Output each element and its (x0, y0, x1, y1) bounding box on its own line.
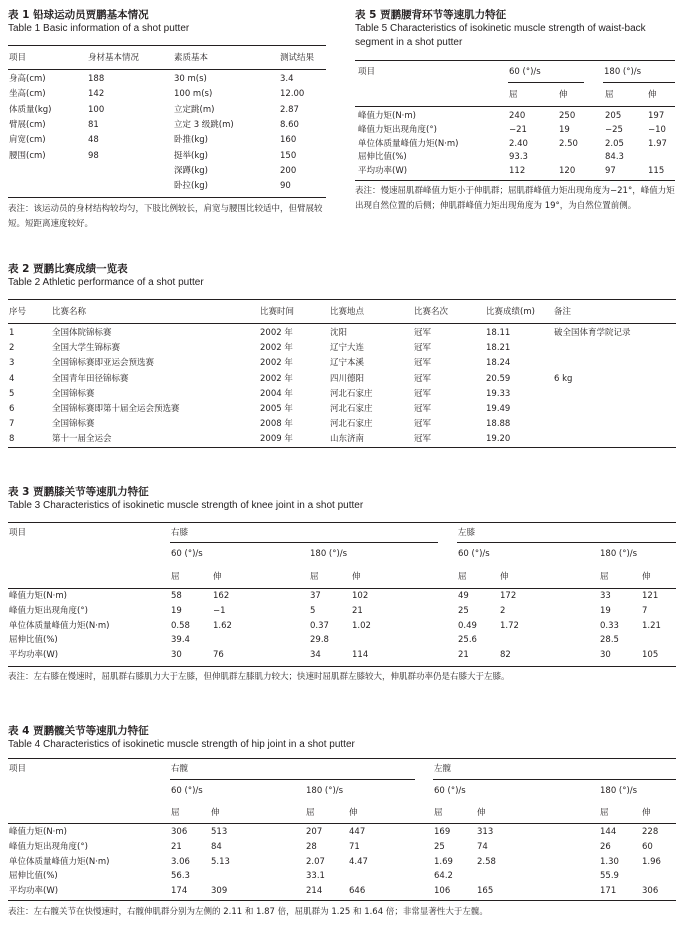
table4-row-4-cell-1: 屈伸比值(%) (9, 871, 58, 882)
table4-row-3-cell-5: 4.47 (349, 856, 368, 867)
table4-sub-1: 屈 (171, 808, 180, 818)
table3-row-1-cell-1: 峰值力矩(N·m) (9, 591, 67, 601)
table2-row-7-cell-2: 全国锦标赛 (52, 419, 95, 430)
table5-row-1-cell-5: 197 (648, 111, 665, 121)
table5-row-3-cell-5: 1.97 (648, 138, 667, 149)
table4-header-rule (8, 823, 676, 824)
table1-row-4-cell-1: 臂展(cm) (9, 119, 46, 130)
table4-row-3-cell-9: 1.96 (642, 856, 661, 867)
table5-top-rule (355, 60, 675, 61)
table5-row-5-cell-4: 97 (605, 166, 616, 177)
table3-caption-zh: 表 3 贾鹏膝关节等速肌力特征 (8, 486, 149, 498)
table1-row-6-cell-2: 98 (88, 150, 99, 161)
table1-row-3-cell-2: 100 (88, 104, 105, 115)
table2-caption-zh: 表 2 贾鹏比赛成绩一览表 (8, 263, 128, 275)
table2-header-1: 序号 (9, 307, 27, 317)
table1-row-6-cell-1: 腰围(cm) (9, 150, 46, 161)
table2-row-3-cell-2: 全国锦标赛即亚运会预选赛 (52, 358, 155, 369)
table1-row-5-cell-2: 48 (88, 135, 99, 146)
table2-row-1-cell-6: 18.11 (486, 328, 511, 338)
table2-row-8-cell-2: 第十一届全运会 (52, 434, 112, 445)
table3-row-3-cell-3: 1.62 (213, 620, 232, 631)
table4-sub-3: 屈 (306, 808, 315, 818)
table2 (8, 262, 676, 452)
table5-speed180-rule (603, 82, 675, 83)
table3-row-5-cell-7: 82 (500, 650, 511, 661)
table2-header-4: 比赛地点 (330, 307, 365, 317)
table3-row-2-cell-9: 7 (642, 605, 648, 616)
table2-row-7-cell-3: 2008 年 (260, 419, 293, 430)
table3-row-1-cell-3: 162 (213, 591, 230, 601)
table4-row-2-cell-4: 28 (306, 841, 317, 852)
table2-row-8-cell-5: 冠军 (414, 434, 432, 445)
table2-row-3-cell-6: 18.24 (486, 358, 511, 369)
table5-row-4-cell-1: 屈伸比值(%) (358, 152, 407, 163)
table1 (8, 8, 326, 238)
table3-row-1-cell-4: 37 (310, 591, 321, 601)
table3-row-3-cell-1: 单位体质量峰值力矩(N·m) (9, 620, 110, 631)
table2-row-7-cell-5: 冠军 (414, 419, 432, 430)
table5-sub-ext-60: 伸 (559, 90, 568, 100)
table2-row-2-cell-5: 冠军 (414, 343, 432, 354)
table1-row-4-cell-2: 81 (88, 119, 99, 130)
table4-row-1-cell-1: 峰值力矩(N·m) (9, 827, 67, 837)
table2-row-1-cell-2: 全国体院锦标赛 (52, 328, 112, 338)
table2-row-4-cell-6: 20.59 (486, 373, 511, 384)
table3-row-5-cell-9: 105 (642, 650, 659, 661)
table3-row-1-cell-7: 172 (500, 591, 517, 601)
table2-row-7-cell-1: 7 (9, 419, 15, 430)
table4-row-2-cell-9: 60 (642, 841, 653, 852)
table3-row-4-cell-4: 29.8 (310, 635, 329, 646)
table3-row-5-cell-1: 平均功率(W) (9, 650, 59, 661)
table5-row-5-cell-3: 120 (559, 166, 576, 177)
table2-row-4-cell-2: 全国青年田径锦标赛 (52, 373, 129, 384)
table4-row-2-cell-1: 峰值力矩出现角度(°) (9, 841, 88, 852)
table3-row-5-cell-4: 34 (310, 650, 321, 661)
table3-row-2-cell-5: 21 (352, 605, 363, 616)
table4-row-1-cell-9: 228 (642, 827, 659, 837)
table3-side-right-rule (170, 542, 438, 543)
table1-row-1-cell-1: 身高(cm) (9, 74, 46, 84)
table4-row-2-cell-7: 74 (477, 841, 488, 852)
table1-row-8-cell-3: 卧拉(kg) (174, 181, 208, 192)
table4-row-1-cell-3: 513 (211, 827, 228, 837)
table5-row-3-cell-1: 单位体质量峰值力矩(N·m) (358, 138, 459, 149)
table2-row-8-cell-3: 2009 年 (260, 434, 293, 445)
table1-row-7-cell-3: 深蹲(kg) (174, 165, 208, 176)
table5-row-3-cell-4: 2.05 (605, 138, 624, 149)
table4-row-1-cell-6: 169 (434, 827, 451, 837)
table1-row-2-cell-1: 坐高(cm) (9, 89, 46, 100)
table4-top-rule (8, 758, 676, 759)
table3-speed-1: 60 (°)/s (171, 549, 203, 559)
table4-row-1-cell-8: 144 (600, 827, 617, 837)
table2-header-2: 比赛名称 (52, 307, 87, 317)
table4-row-5-cell-7: 165 (477, 886, 494, 897)
table3-header-rule (8, 588, 676, 589)
table4-row-5-cell-8: 171 (600, 886, 617, 897)
table3-sub-7: 屈 (600, 572, 609, 582)
table2-row-4-cell-7: 6 kg (554, 373, 573, 384)
table4-side-left-rule (433, 779, 676, 780)
table3-row-2-cell-6: 25 (458, 605, 469, 616)
table5-caption-en: Table 5 Characteristics of isokinetic muscle strength of waist-back segment in a shot putter (355, 23, 646, 48)
table3-top-rule (8, 522, 676, 523)
table4-row-3-cell-2: 3.06 (171, 856, 190, 867)
table1-caption-zh: 表 1 铅球运动员贾鹏基本情况 (8, 9, 149, 21)
table5-caption-zh: 表 5 贾鹏腰背环节等速肌力特征 (355, 9, 507, 21)
table5-speed60-rule (508, 82, 584, 83)
table1-row-7-cell-4: 200 (280, 165, 297, 176)
table3-row-2-cell-8: 19 (600, 605, 611, 616)
table1-row-5-cell-4: 160 (280, 135, 297, 146)
table1-bottom-rule (8, 197, 326, 198)
table4-row-5-cell-3: 309 (211, 886, 228, 897)
table4-row-2-cell-3: 84 (211, 841, 222, 852)
table2-row-8-cell-4: 山东济南 (330, 434, 365, 445)
table2-row-1-cell-4: 沈阳 (330, 328, 348, 338)
table1-row-2-cell-4: 12.00 (280, 89, 305, 100)
table5-row-5-cell-5: 115 (648, 166, 665, 177)
table5-row-1-cell-1: 峰值力矩(N·m) (358, 111, 416, 121)
table5-row-2-cell-3: 19 (559, 124, 570, 135)
table4-sub-4: 伸 (349, 808, 358, 818)
table2-row-5-cell-2: 全国锦标赛 (52, 388, 95, 399)
table1-row-8-cell-4: 90 (280, 181, 291, 192)
table5-row-2-cell-2: −21 (509, 124, 527, 135)
table4-side-left: 左髋 (434, 764, 452, 774)
table4-speed-4: 180 (°)/s (600, 786, 638, 796)
table3-sub-5: 屈 (458, 572, 467, 582)
table2-row-1-cell-3: 2002 年 (260, 328, 293, 338)
table4-row-2-cell-2: 21 (171, 841, 182, 852)
table2-row-4-cell-4: 四川德阳 (330, 373, 365, 384)
table4-row-5-cell-4: 214 (306, 886, 323, 897)
table5-row-1-cell-4: 205 (605, 111, 622, 121)
table2-row-5-cell-3: 2004 年 (260, 388, 293, 399)
table3-row-3-cell-7: 1.72 (500, 620, 519, 631)
table1-row-1-cell-3: 30 m(s) (174, 74, 207, 84)
table2-row-5-cell-1: 5 (9, 388, 15, 399)
table1-row-3-cell-4: 2.87 (280, 104, 299, 115)
table3-row-3-cell-6: 0.49 (458, 620, 477, 631)
table4-row-1-cell-7: 313 (477, 827, 494, 837)
table4-row-5-cell-6: 106 (434, 886, 451, 897)
table2-caption-en: Table 2 Athletic performance of a shot putter (8, 277, 204, 288)
table5-note: 表注：慢速屈肌群峰值力矩小于伸肌群；屈肌群峰值力矩出现角度为−21°，峰值力矩出现自然位置的后侧；伸肌群峰值力矩出现角度为 19°，为自然位置前侧。 (355, 186, 675, 211)
table2-row-2-cell-6: 18.21 (486, 343, 511, 354)
table2-row-2-cell-2: 全国大学生锦标赛 (52, 343, 121, 354)
table3-row-2-cell-4: 5 (310, 605, 316, 616)
table3-sub-8: 伸 (642, 572, 651, 582)
table3-sub-3: 屈 (310, 572, 319, 582)
table3-row-1-cell-9: 121 (642, 591, 659, 601)
table1-row-5-cell-3: 卧推(kg) (174, 135, 208, 146)
table4-speed-3: 60 (°)/s (434, 786, 466, 796)
table5-row-1-cell-3: 250 (559, 111, 576, 121)
table3-row-3-cell-8: 0.33 (600, 620, 619, 631)
table4-speed-2: 180 (°)/s (306, 786, 344, 796)
table4-side-right-rule (170, 779, 415, 780)
table5-speed-60: 60 (°)/s (509, 67, 541, 77)
table2-header-7: 备注 (554, 307, 572, 317)
table4-sub-5: 屈 (434, 808, 443, 818)
table4-row-2-cell-8: 26 (600, 841, 611, 852)
table2-row-3-cell-5: 冠军 (414, 358, 432, 369)
table5-row-1-cell-2: 240 (509, 111, 526, 121)
table1-row-1-cell-4: 3.4 (280, 74, 294, 84)
table4-row-1-cell-5: 447 (349, 827, 366, 837)
table3-note: 表注：左右膝在慢速时，屈肌群右膝肌力大于左膝，但伸肌群左膝肌力较大；快速时屈肌群左膝较大，伸肌群功率仍是右膝大于左膝。 (8, 672, 510, 682)
table4-sub-7: 屈 (600, 808, 609, 818)
table4-row-3-cell-8: 1.30 (600, 856, 619, 867)
table4-row-4-cell-4: 33.1 (306, 871, 325, 882)
table3-row-5-cell-6: 21 (458, 650, 469, 661)
table4-row-4-cell-2: 56.3 (171, 871, 190, 882)
table3-row-3-cell-5: 1.02 (352, 620, 371, 631)
table2-row-3-cell-3: 2002 年 (260, 358, 293, 369)
table3-side-left-rule (457, 542, 676, 543)
table3-row-1-cell-5: 102 (352, 591, 369, 601)
table1-row-2-cell-2: 142 (88, 89, 105, 100)
table5-row-4-cell-2: 93.3 (509, 152, 528, 163)
table2-row-7-cell-6: 18.88 (486, 419, 511, 430)
table4-bottom-rule (8, 900, 676, 901)
table3-caption-en: Table 3 Characteristics of isokinetic muscle strength of knee joint in a shot putter (8, 500, 364, 511)
table3-row-3-cell-4: 0.37 (310, 620, 329, 631)
table4-row-4-cell-8: 55.9 (600, 871, 619, 882)
table4-row-5-cell-5: 646 (349, 886, 366, 897)
table2-header-3: 比赛时间 (260, 307, 295, 317)
table3-row-1-cell-8: 33 (600, 591, 611, 601)
table2-row-6-cell-6: 19.49 (486, 404, 511, 414)
table3-row-4-cell-6: 25.6 (458, 635, 477, 646)
table2-row-6-cell-3: 2005 年 (260, 404, 293, 414)
table4-row-3-cell-7: 2.58 (477, 856, 496, 867)
table4-row-2-cell-5: 71 (349, 841, 360, 852)
table3-header-item: 项目 (9, 528, 27, 538)
table3-side-left: 左膝 (458, 528, 476, 538)
table4-row-4-cell-6: 64.2 (434, 871, 453, 882)
table5-row-3-cell-2: 2.40 (509, 138, 528, 149)
table1-row-4-cell-3: 立定 3 级跳(m) (174, 119, 234, 130)
table3-sub-4: 伸 (352, 572, 361, 582)
table2-header-rule (8, 323, 676, 324)
table1-header-result: 测试结果 (280, 53, 315, 63)
table2-row-2-cell-1: 2 (9, 343, 15, 354)
table1-row-3-cell-1: 体质量(kg) (9, 104, 52, 115)
table2-row-1-cell-7: 破全国体育学院记录 (554, 328, 631, 338)
table5-bottom-rule (355, 180, 675, 181)
table3-row-2-cell-1: 峰值力矩出现角度(°) (9, 605, 88, 616)
table1-row-2-cell-3: 100 m(s) (174, 89, 213, 100)
table1-top-rule (8, 45, 326, 46)
table3-row-5-cell-5: 114 (352, 650, 369, 661)
table2-header-5: 比赛名次 (414, 307, 449, 317)
table1-row-6-cell-3: 挺举(kg) (174, 150, 208, 161)
table2-row-4-cell-3: 2002 年 (260, 373, 293, 384)
table4-row-1-cell-4: 207 (306, 827, 323, 837)
table1-header-body: 身材基本情况 (88, 53, 140, 63)
table4-sub-6: 伸 (477, 808, 486, 818)
table4-speed-1: 60 (°)/s (171, 786, 203, 796)
table2-row-4-cell-5: 冠军 (414, 373, 432, 384)
table5 (355, 8, 675, 211)
table1-caption-en: Table 1 Basic information of a shot putter (8, 23, 190, 34)
table4-sub-2: 伸 (211, 808, 220, 818)
table3-row-2-cell-7: 2 (500, 605, 506, 616)
table3-bottom-rule (8, 666, 676, 667)
table4-row-1-cell-2: 306 (171, 827, 188, 837)
table2-row-1-cell-1: 1 (9, 328, 15, 338)
table4-caption-zh: 表 4 贾鹏髋关节等速肌力特征 (8, 725, 149, 737)
table2-row-6-cell-5: 冠军 (414, 404, 432, 414)
table2-row-8-cell-6: 19.20 (486, 434, 511, 445)
table5-row-2-cell-4: −25 (605, 124, 623, 135)
table2-row-5-cell-4: 河北石家庄 (330, 388, 373, 399)
table4-row-3-cell-4: 2.07 (306, 856, 325, 867)
table2-row-1-cell-5: 冠军 (414, 328, 432, 338)
table1-row-4-cell-4: 8.60 (280, 119, 299, 130)
table3-row-2-cell-2: 19 (171, 605, 182, 616)
table2-row-5-cell-5: 冠军 (414, 388, 432, 399)
table1-row-6-cell-4: 150 (280, 150, 297, 161)
table4-row-5-cell-9: 306 (642, 886, 659, 897)
table3-row-5-cell-2: 30 (171, 650, 182, 661)
table3-row-5-cell-3: 76 (213, 650, 224, 661)
table3-row-4-cell-1: 屈伸比值(%) (9, 635, 58, 646)
table5-speed-180: 180 (°)/s (604, 67, 642, 77)
table2-row-7-cell-4: 河北石家庄 (330, 419, 373, 430)
table2-row-3-cell-1: 3 (9, 358, 15, 369)
table2-row-6-cell-2: 全国锦标赛即第十届全运会预选赛 (52, 404, 180, 414)
table1-note: 表注：该运动员的身材结构较均匀，下肢比例较长，肩宽与腰围比较适中，但臂展较短。短距离速度较好。 (8, 204, 323, 229)
table1-row-5-cell-1: 肩宽(cm) (9, 135, 46, 146)
table2-row-3-cell-4: 辽宁本溪 (330, 358, 365, 369)
table2-row-4-cell-1: 4 (9, 373, 15, 384)
table1-row-3-cell-3: 立定跳(m) (174, 104, 215, 115)
table5-row-2-cell-5: −10 (648, 124, 666, 135)
table3-row-3-cell-2: 0.58 (171, 620, 190, 631)
table3-row-1-cell-2: 58 (171, 591, 182, 601)
table5-row-5-cell-1: 平均功率(W) (358, 166, 408, 177)
table3-row-4-cell-2: 39.4 (171, 635, 190, 646)
table3-row-3-cell-9: 1.21 (642, 620, 661, 631)
table4-row-2-cell-6: 25 (434, 841, 445, 852)
table2-header-6: 比赛成绩(m) (486, 307, 535, 317)
table4-row-3-cell-3: 5.13 (211, 856, 230, 867)
table2-top-rule (8, 299, 676, 300)
table2-row-6-cell-4: 河北石家庄 (330, 404, 373, 414)
table3-speed-2: 180 (°)/s (310, 549, 348, 559)
table5-row-5-cell-2: 112 (509, 166, 526, 177)
table2-row-2-cell-4: 辽宁大连 (330, 343, 365, 354)
table3-sub-2: 伸 (213, 572, 222, 582)
table4-note: 表注：左右髋关节在快慢速时，右髋伸肌群分别为左侧的 2.11 和 1.87 倍，屈肌群为 1.25 和 1.64 倍；非常显著性大于左髋。 (8, 907, 488, 917)
table4-header-item: 项目 (9, 764, 27, 774)
table3-sub-6: 伸 (500, 572, 509, 582)
table3-speed-4: 180 (°)/s (600, 549, 638, 559)
table5-sub-flex-180: 屈 (605, 90, 614, 100)
table1-header-rule (8, 69, 326, 70)
table4-row-3-cell-6: 1.69 (434, 856, 453, 867)
table2-row-8-cell-1: 8 (9, 434, 15, 445)
table4-row-3-cell-1: 单位体质量峰值力矩(N·m) (9, 856, 110, 867)
table1-header-item: 项目 (9, 53, 27, 63)
table1-header-quality: 素质基本 (174, 53, 209, 63)
table2-bottom-rule (8, 447, 676, 448)
table3-row-4-cell-8: 28.5 (600, 635, 619, 646)
table4-row-5-cell-2: 174 (171, 886, 188, 897)
table3-row-5-cell-8: 30 (600, 650, 611, 661)
table3-sub-1: 屈 (171, 572, 180, 582)
table5-header-item: 项目 (358, 67, 376, 77)
table4-sub-8: 伸 (642, 808, 651, 818)
table2-row-2-cell-3: 2002 年 (260, 343, 293, 354)
table2-row-6-cell-1: 6 (9, 404, 15, 414)
table4-caption-en: Table 4 Characteristics of isokinetic muscle strength of hip joint in a shot putter (8, 739, 355, 750)
table5-sub-ext-180: 伸 (648, 90, 657, 100)
table5-row-4-cell-4: 84.3 (605, 152, 624, 163)
table5-row-3-cell-3: 2.50 (559, 138, 578, 149)
table4-side-right: 右髋 (171, 764, 189, 774)
table4-row-5-cell-1: 平均功率(W) (9, 886, 59, 897)
table3 (8, 485, 676, 690)
table2-row-5-cell-6: 19.33 (486, 388, 511, 399)
table5-header-rule (355, 106, 675, 107)
table3-row-1-cell-6: 49 (458, 591, 469, 601)
table3-speed-3: 60 (°)/s (458, 549, 490, 559)
table5-row-2-cell-1: 峰值力矩出现角度(°) (358, 124, 437, 135)
table4 (8, 724, 676, 939)
table1-row-1-cell-2: 188 (88, 74, 105, 84)
table3-row-2-cell-3: −1 (213, 605, 226, 616)
table3-side-right: 右膝 (171, 528, 189, 538)
table5-sub-flex-60: 屈 (509, 90, 518, 100)
